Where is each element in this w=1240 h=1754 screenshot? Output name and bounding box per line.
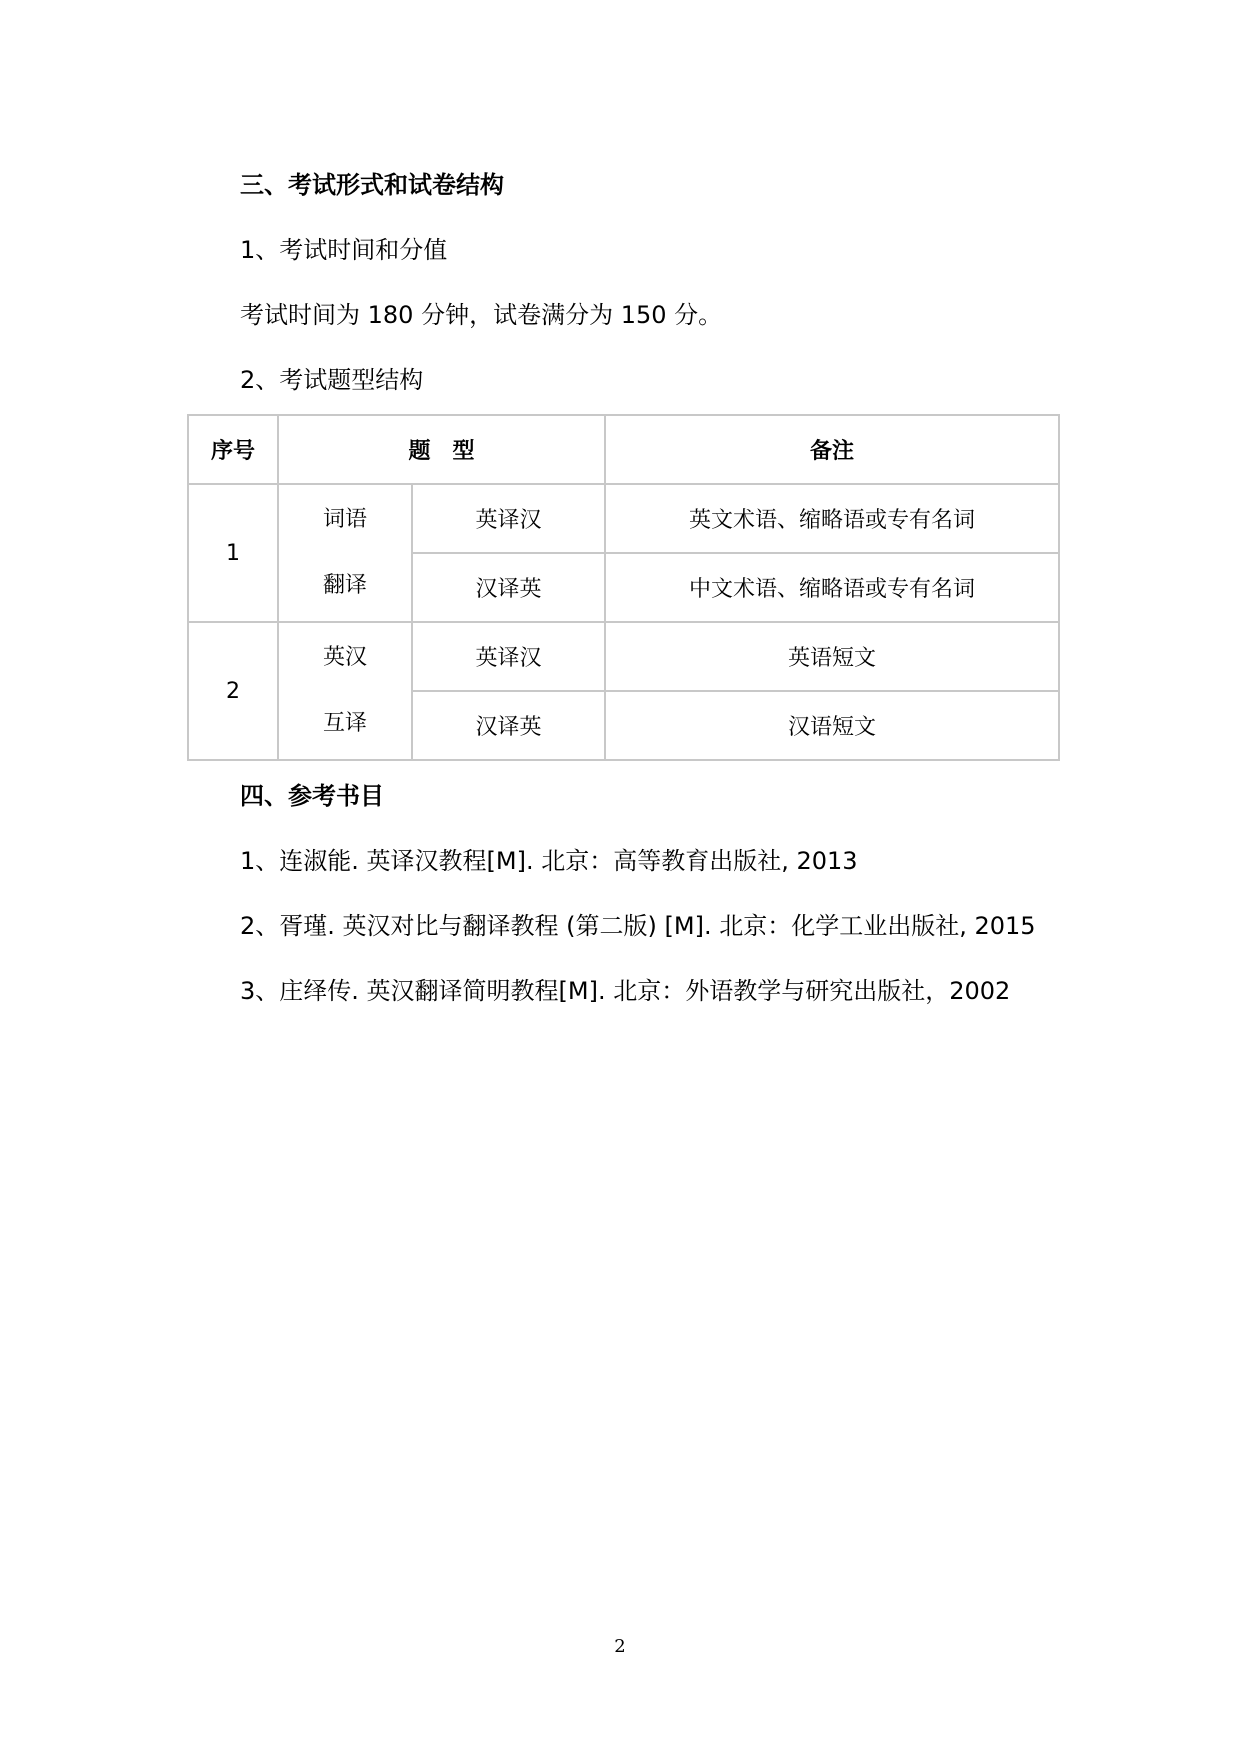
remark-cell: 汉语短文 [605,691,1059,760]
header-serial-no: 序号 [188,415,278,484]
subheading-time-score: 1、考试时间和分值 [240,236,448,264]
translation-direction: 英译汉 [412,484,605,553]
translation-direction: 汉译英 [412,553,605,622]
section4-heading: 四、参考书目 [240,782,384,810]
header-question-type: 题 型 [278,415,605,484]
table-row [188,484,1059,553]
remark-cell: 英语短文 [605,622,1059,691]
question-type-table [187,414,1060,761]
group-type-line1: 英汉 [322,645,367,670]
group-type-line2: 互译 [322,711,367,736]
table-row [188,622,1059,691]
group-serial-no: 1 [188,484,278,622]
remark-cell: 英文术语、缩略语或专有名词 [605,484,1059,553]
translation-direction: 英译汉 [412,622,605,691]
table-header-row [188,415,1059,484]
time-score-text: 考试时间为 180 分钟，试卷满分为 150 分。 [240,301,723,329]
remark-cell: 中文术语、缩略语或专有名词 [605,553,1059,622]
section3-heading: 三、考试形式和试卷结构 [240,171,504,199]
group-serial-no: 2 [188,622,278,760]
translation-direction: 汉译英 [412,691,605,760]
group-type-cell [278,622,412,760]
reference-item: 2、胥瑾. 英汉对比与翻译教程 (第二版) [M]. 北京：化学工业出版社, 2015 [240,912,1036,940]
group-type-cell [278,484,412,622]
reference-item: 1、连淑能. 英译汉教程[M]. 北京：高等教育出版社, 2013 [240,847,858,875]
header-remarks: 备注 [605,415,1059,484]
group-type-line1: 词语 [322,507,367,532]
page-number: 2 [614,1636,626,1657]
reference-item: 3、庄绎传. 英汉翻译简明教程[M]. 北京：外语教学与研究出版社，2002 [240,977,1011,1005]
subheading-question-structure: 2、考试题型结构 [240,366,424,394]
group-type-line2: 翻译 [322,573,367,598]
